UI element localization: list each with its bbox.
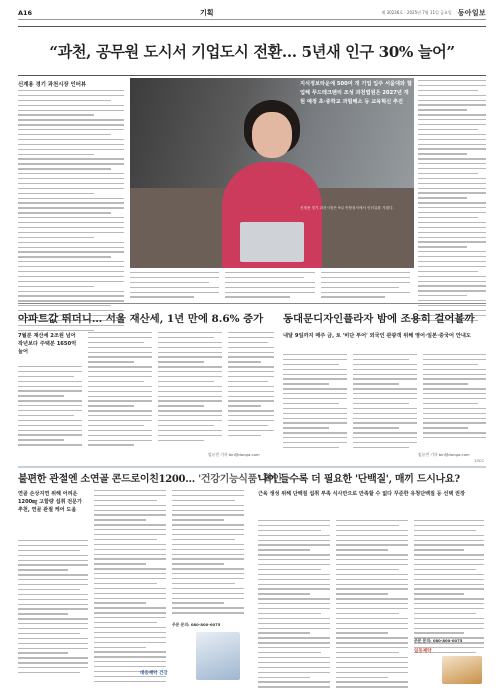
advert-left-body-1 — [18, 540, 88, 677]
photo-person — [222, 100, 322, 268]
interview-subject: 신계용 경기 과천시장 인터뷰 — [18, 82, 87, 88]
feature-headline-box — [18, 26, 486, 76]
photo-caption: 신계용 경기 과천시장은 9일 종합청사에서 인터뷰를 가졌다. — [300, 206, 394, 210]
feature-body-column-right — [418, 80, 486, 325]
advert-right — [258, 470, 486, 688]
news-right-body-3 — [423, 354, 486, 442]
ad-divider — [18, 466, 486, 468]
advert-right-body-2 — [336, 520, 408, 691]
advert-right-logo: 일동제약 — [414, 649, 432, 654]
advert-right-subhead: 근육 생성 위해 단백질 섭취 부족 식사만으로 만족할 수 없다 꾸준한 유청단백질 등 선택 권장 — [258, 491, 465, 497]
page-number: A16 — [18, 8, 33, 17]
news-left-headline: 아파트값 뛰더니… 서울 재산세, 1년 만에 8.6% 증가 — [18, 313, 264, 325]
news-right-byline: 임유빈 기자 bin@donga.com — [418, 452, 470, 457]
advert-left-logo: 대웅제약 건강 — [140, 671, 168, 676]
news-right-headline: 동대문디자인플라자 밤에 조용히 걸어볼까 — [283, 313, 475, 325]
feature-body-column-4 — [321, 272, 410, 301]
ad-section-number: 13CC — [474, 458, 485, 463]
masthead-logo: 동아일보 — [457, 7, 486, 17]
advert-left-body-2 — [94, 490, 166, 686]
pull-quote: 지식정보타운에 500여 개 기업 입주 서울대와 협업해 푸드테크밴리 조성 과천법원은 2027년 개원 예정 초·중학교 과밀해소 등 교육혁신 추진 — [300, 81, 412, 105]
advert-left — [18, 470, 282, 688]
news-right-body-1 — [283, 354, 347, 452]
advert-left-headline-main: 불편한 관절엔 소연골 콘드로이친1200… — [18, 474, 195, 485]
advert-right-product-image — [442, 656, 482, 684]
feature-body-lower — [130, 272, 410, 301]
news-left-subhead: 7월분 재산세 2조원 넘어 작년보다 주택분 1650억 늘어 — [18, 333, 77, 355]
news-left-body-3 — [158, 332, 222, 444]
news-right-subhead: 내달 9일까지 매주 금, 토 '비단 투어' 외국인 관광객 위해 영어·일본·중국어 안내도 — [283, 333, 471, 339]
photo-laptop — [240, 222, 304, 262]
advert-right-body-1 — [258, 520, 330, 691]
advert-left-headline — [18, 470, 282, 485]
feature-body-column-3 — [225, 272, 314, 301]
issue-info: 제 30236호 · 2025년 7월 11일 금요일 — [381, 9, 452, 15]
section-label: 기획 — [199, 7, 214, 17]
photo-face — [252, 112, 292, 158]
news-right-body-2 — [353, 354, 417, 452]
news-left-body-1 — [18, 366, 82, 449]
news-left-byline: 임유빈 기자 bin@donga.com — [208, 452, 260, 457]
advert-right-body-3 — [414, 520, 484, 657]
news-section — [18, 303, 486, 457]
advert-left-product-image — [196, 632, 240, 680]
advert-left-body-3 — [172, 490, 244, 617]
news-left-body-4 — [228, 332, 274, 440]
feature-body-column-2 — [130, 272, 219, 301]
advert-left-contact: 주문 문의: 080-800-0075 — [172, 622, 221, 627]
advert-right-contact: 주문 문의: 080-800-0075 — [414, 638, 463, 643]
advert-left-headline-suffix: '건강기능식품' 확인 — [198, 474, 282, 485]
advert-right-headline: 나이 들수록 더 필요한 '단백질', 매끼 드시나요? — [258, 474, 460, 485]
page-header — [18, 6, 486, 20]
advert-left-subhead: 연골 손상지연 위해 어려운 1200㎎ 고함량 섭취 전문가 추천, 연골 관절 케어 도움 — [18, 491, 82, 513]
news-left-body-2 — [88, 332, 152, 449]
masthead-group — [381, 8, 486, 18]
feature-headline: “과천, 공무원 도시서 기업도시 전환… 5년새 인구 30% 늘어” — [49, 42, 455, 61]
feature-body-column-1 — [18, 90, 124, 335]
